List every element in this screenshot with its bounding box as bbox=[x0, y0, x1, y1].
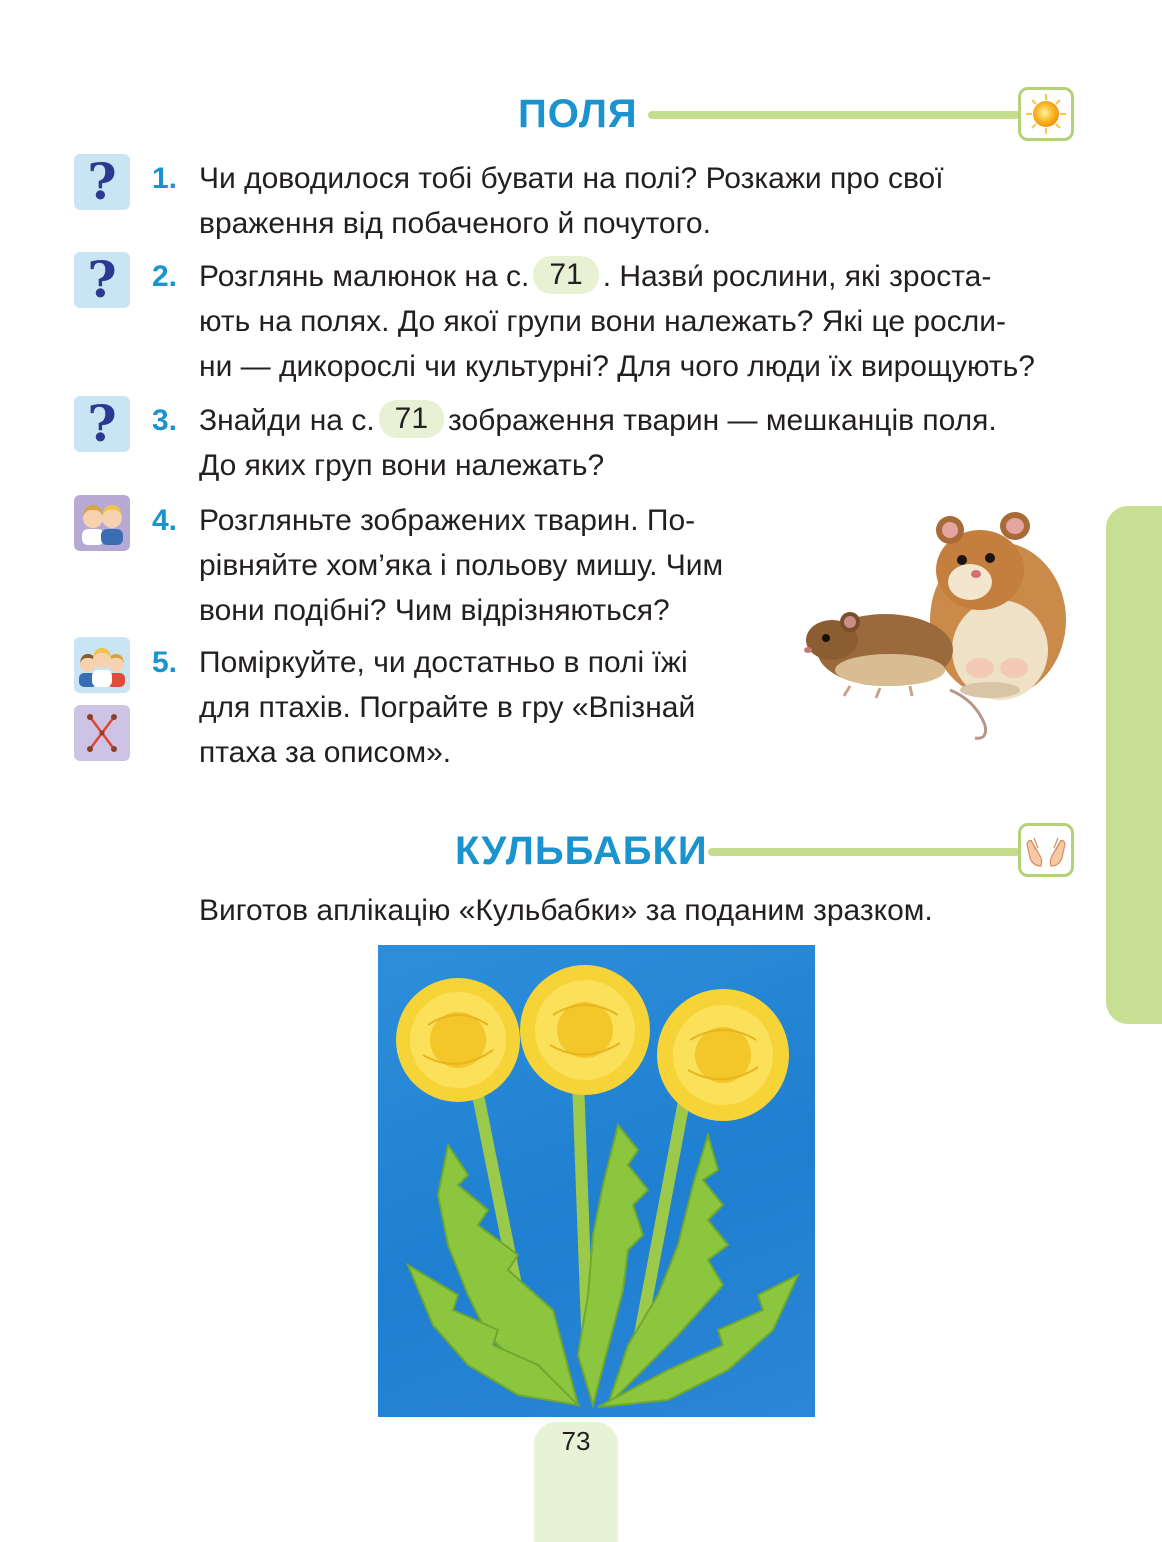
hands-icon bbox=[1021, 826, 1071, 874]
question-number-3: 3. bbox=[152, 404, 178, 437]
question-text-4 bbox=[199, 498, 771, 633]
question-mark-icon: ? bbox=[87, 152, 117, 211]
section-title-dandelions: КУЛЬБАБКИ bbox=[455, 829, 708, 873]
text-before-ref: Знайди на с. bbox=[199, 404, 375, 437]
text-line: для птахів. Пограйте в гру «Впізнай bbox=[199, 691, 696, 724]
text-line bbox=[199, 398, 1076, 443]
text-line: Чи доводилося тобі бувати на полі? Розкажи про свої bbox=[199, 162, 944, 195]
section-title-fields: ПОЛЯ bbox=[518, 92, 638, 136]
dandelion-task-text bbox=[199, 888, 1079, 933]
page-reference: 71 bbox=[533, 256, 598, 294]
hamster-image bbox=[930, 512, 1066, 700]
text-line: ють на полях. До якої групи вони належать? Які це росли- bbox=[199, 305, 1006, 338]
question-text-1 bbox=[199, 156, 1076, 246]
dandelion-applique-drawing bbox=[378, 945, 815, 1417]
question-number-1: 1. bbox=[152, 162, 178, 195]
text-line: Розгляньте зображених тварин. По- bbox=[199, 504, 696, 537]
question-text-2 bbox=[199, 254, 1076, 389]
dandelion-applique-image bbox=[378, 945, 815, 1417]
text-line bbox=[199, 254, 1076, 299]
animals-illustration bbox=[800, 500, 1085, 745]
question-number-5: 5. bbox=[152, 646, 178, 679]
page-reference: 71 bbox=[379, 400, 444, 438]
question-number-4: 4. bbox=[152, 504, 178, 537]
game-icon bbox=[74, 705, 130, 761]
question-badge-1 bbox=[74, 154, 130, 210]
game-badge bbox=[74, 705, 130, 761]
pair-work-badge bbox=[74, 495, 130, 551]
group-work-badge bbox=[74, 637, 130, 693]
text-line: рівняйте хом’яка і польову мишу. Чим bbox=[199, 549, 724, 582]
hands-badge bbox=[1018, 823, 1074, 877]
sun-badge bbox=[1018, 87, 1074, 141]
text-after-ref: зображення тварин — мешканців поля. bbox=[448, 404, 997, 437]
text-line: вони подібні? Чим відрізняються? bbox=[199, 594, 670, 627]
group-work-icon bbox=[74, 637, 130, 693]
section-line bbox=[648, 111, 1020, 119]
text-line: птаха за описом». bbox=[199, 736, 452, 769]
text-before-ref: Розглянь малюнок на с. bbox=[199, 260, 530, 293]
question-text-5 bbox=[199, 640, 771, 775]
text-after-ref: . Назви́ рослини, які зроста- bbox=[602, 260, 992, 293]
question-badge-2 bbox=[74, 252, 130, 308]
question-badge-3 bbox=[74, 396, 130, 452]
question-text-3 bbox=[199, 398, 1076, 488]
pair-work-icon bbox=[74, 495, 130, 551]
text-line: Виготов аплікацію «Кульбабки» за поданим зразком. bbox=[199, 894, 933, 927]
page-number: 73 bbox=[561, 1426, 591, 1456]
question-number-2: 2. bbox=[152, 260, 178, 293]
section-line bbox=[708, 848, 1020, 856]
text-line: До яких груп вони належать? bbox=[199, 449, 605, 482]
question-mark-icon: ? bbox=[87, 250, 117, 309]
question-mark-icon: ? bbox=[87, 394, 117, 453]
text-line: ни — дикорослі чи культурні? Для чого люди їх вирощують? bbox=[199, 350, 1035, 383]
text-line: враження від побаченого й почутого. bbox=[199, 207, 711, 240]
text-line: Поміркуйте, чи достатньо в полі їжі bbox=[199, 646, 688, 679]
sun-icon bbox=[1021, 90, 1071, 138]
side-tab bbox=[1106, 506, 1162, 1024]
